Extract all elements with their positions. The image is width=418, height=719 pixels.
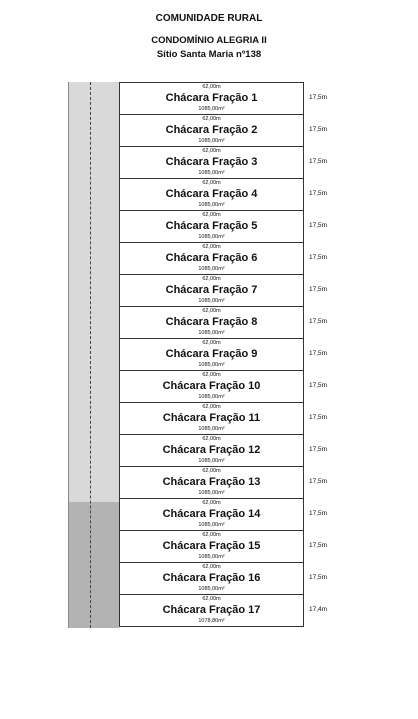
lot-area: 1085,00m² xyxy=(198,170,225,176)
lot-depth: 17,5m xyxy=(309,350,328,357)
lot-name: Chácara Fração 1 xyxy=(165,92,258,104)
lot-width: 62,00m xyxy=(202,532,221,538)
lot-name: Chácara Fração 3 xyxy=(165,156,258,168)
lot-depth: 17,5m xyxy=(309,190,328,197)
lot-row xyxy=(119,466,304,498)
lot-row xyxy=(119,562,304,594)
lot-name: Chácara Fração 17 xyxy=(162,604,261,616)
lot-area: 1085,00m² xyxy=(198,554,225,560)
lot-row xyxy=(119,370,304,402)
lot-row xyxy=(119,498,304,530)
lot-width: 62,00m xyxy=(202,276,221,282)
lot-depth: 17,5m xyxy=(309,574,328,581)
lot-name: Chácara Fração 2 xyxy=(165,124,258,136)
lot-area: 1085,00m² xyxy=(198,266,225,272)
lot-area: 1085,00m² xyxy=(198,106,225,112)
lot-width: 62,00m xyxy=(202,468,221,474)
lot-area: 1085,00m² xyxy=(198,490,225,496)
condominium-name: CONDOMÍNIO ALEGRIA II xyxy=(151,35,267,46)
lot-list xyxy=(119,82,304,627)
lot-width: 62,00m xyxy=(202,116,221,122)
lot-depth: 17,5m xyxy=(309,542,328,549)
site-address: Sítio Santa Maria nº138 xyxy=(156,49,262,60)
lot-name: Chácara Fração 10 xyxy=(162,380,261,392)
access-road xyxy=(68,82,119,628)
lot-area: 1085,00m² xyxy=(198,202,225,208)
lot-row xyxy=(119,146,304,178)
lot-name: Chácara Fração 16 xyxy=(162,572,261,584)
lot-area: 1085,00m² xyxy=(198,330,225,336)
lot-row xyxy=(119,434,304,466)
road-segment-dark xyxy=(68,502,119,628)
lot-width: 62,00m xyxy=(202,212,221,218)
lot-name: Chácara Fração 12 xyxy=(162,444,261,456)
lot-depth: 17,5m xyxy=(309,94,328,101)
lot-name: Chácara Fração 14 xyxy=(162,508,261,520)
road-center-dashed-line xyxy=(90,82,91,628)
lot-row xyxy=(119,338,304,370)
lot-area: 1085,00m² xyxy=(198,394,225,400)
lot-depth-list xyxy=(309,82,349,626)
lot-row xyxy=(119,178,304,210)
lot-width: 62,00m xyxy=(202,84,221,90)
lot-name: Chácara Fração 4 xyxy=(165,188,258,200)
lot-area: 1085,00m² xyxy=(198,362,225,368)
lot-width: 62,00m xyxy=(202,180,221,186)
lot-row xyxy=(119,594,304,627)
lot-name: Chácara Fração 9 xyxy=(165,348,258,360)
lot-depth: 17,5m xyxy=(309,446,328,453)
lot-name: Chácara Fração 5 xyxy=(165,220,258,232)
lot-area: 1085,00m² xyxy=(198,298,225,304)
lot-row xyxy=(119,82,304,114)
lot-row xyxy=(119,210,304,242)
lot-depth: 17,5m xyxy=(309,126,328,133)
lot-row xyxy=(119,530,304,562)
lot-area: 1078,80m² xyxy=(198,618,225,624)
road-segment-light xyxy=(68,82,119,502)
lot-area: 1085,00m² xyxy=(198,522,225,528)
lot-area: 1085,00m² xyxy=(198,586,225,592)
lot-width: 62,00m xyxy=(202,148,221,154)
lot-row xyxy=(119,402,304,434)
lot-depth: 17,5m xyxy=(309,254,328,261)
lot-width: 62,00m xyxy=(202,436,221,442)
lot-name: Chácara Fração 8 xyxy=(165,316,258,328)
lot-area: 1085,00m² xyxy=(198,138,225,144)
lot-name: Chácara Fração 11 xyxy=(162,412,261,424)
lot-area: 1085,00m² xyxy=(198,234,225,240)
lot-row xyxy=(119,114,304,146)
lot-area: 1085,00m² xyxy=(198,458,225,464)
lot-width: 62,00m xyxy=(202,340,221,346)
lot-width: 62,00m xyxy=(202,308,221,314)
lot-depth: 17,5m xyxy=(309,286,328,293)
lot-area: 1085,00m² xyxy=(198,426,225,432)
lot-depth: 17,4m xyxy=(309,606,328,613)
lot-name: Chácara Fração 15 xyxy=(162,540,261,552)
lot-depth: 17,5m xyxy=(309,414,328,421)
lot-width: 62,00m xyxy=(202,372,221,378)
lot-row xyxy=(119,242,304,274)
lot-depth: 17,5m xyxy=(309,222,328,229)
lot-row xyxy=(119,306,304,338)
road-edge-line xyxy=(68,82,69,628)
lot-width: 62,00m xyxy=(202,244,221,250)
community-title: COMUNIDADE RURAL xyxy=(155,13,263,24)
lot-name: Chácara Fração 6 xyxy=(165,252,258,264)
lot-width: 62,00m xyxy=(202,564,221,570)
lot-width: 62,00m xyxy=(202,500,221,506)
lot-name: Chácara Fração 13 xyxy=(162,476,261,488)
lot-name: Chácara Fração 7 xyxy=(165,284,258,296)
lot-depth: 17,5m xyxy=(309,382,328,389)
lot-depth: 17,5m xyxy=(309,478,328,485)
lot-row xyxy=(119,274,304,306)
lot-depth: 17,5m xyxy=(309,510,328,517)
lot-width: 62,00m xyxy=(202,596,221,602)
lot-depth: 17,5m xyxy=(309,318,328,325)
lot-depth: 17,5m xyxy=(309,158,328,165)
lot-width: 62,00m xyxy=(202,404,221,410)
